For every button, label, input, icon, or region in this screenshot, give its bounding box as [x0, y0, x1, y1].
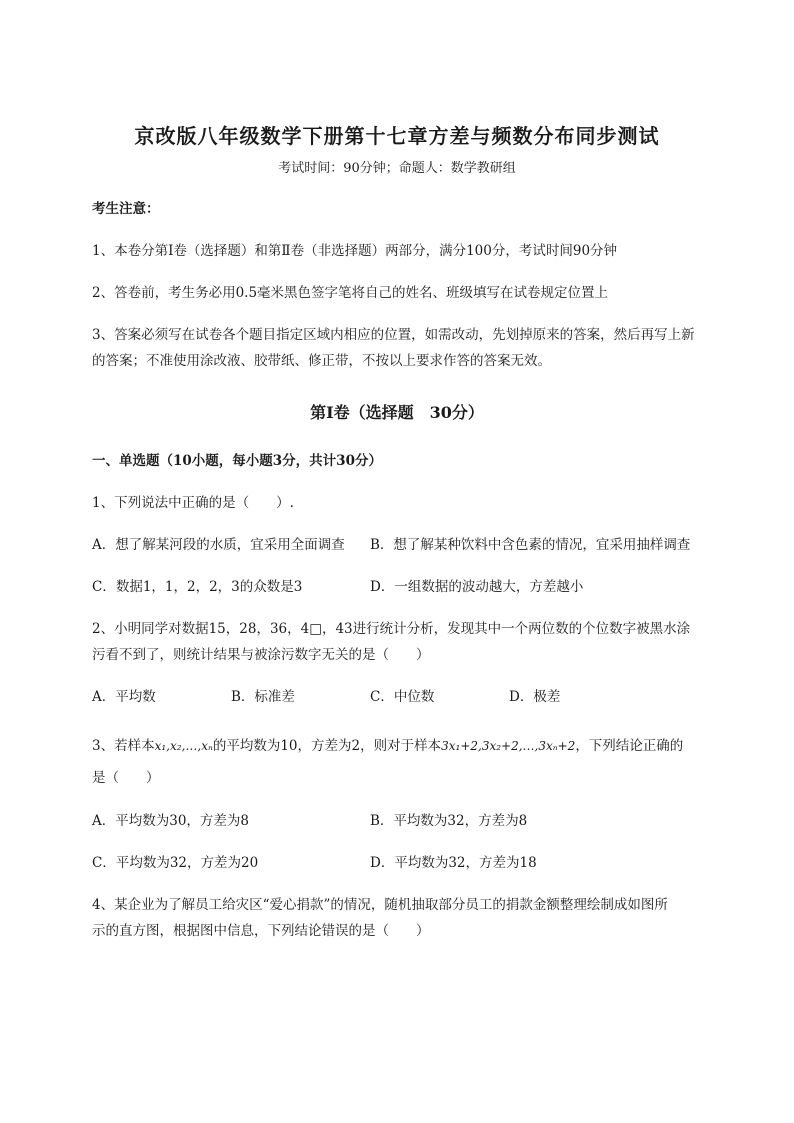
q4-stem-line1: 4、某企业为了解员工给灾区“爱心捐款”的情况，随机抽取部分员工的捐款金额整理绘制成如图所	[92, 897, 668, 913]
notice-item-1: 1、本卷分第I卷（选择题）和第Ⅱ卷（非选择题）两部分，满分100分，考试时间90分钟	[92, 243, 618, 259]
q2-option-c: C．中位数	[370, 689, 435, 705]
q2-stem-line2: 污看不到了，则统计结果与被涂污数字无关的是（ ）	[92, 647, 430, 663]
q3-sample-2: 3x₁+2,3x₂+2,…,3xₙ+2	[441, 739, 576, 753]
q1-stem: 1、下列说法中正确的是（ ）.	[92, 495, 294, 511]
exam-title: 京改版八年级数学下册第十七章方差与频数分布同步测试	[134, 124, 660, 148]
exam-subtitle: 考试时间：90分钟；命题人：数学教研组	[278, 161, 516, 176]
q3-option-a: A．平均数为30，方差为8	[92, 813, 250, 829]
q1-option-d: D．一组数据的波动越大，方差越小	[370, 579, 584, 595]
q3-option-d: D．平均数为32，方差为18	[370, 855, 537, 871]
q3-stem-pre: 3、若样本	[92, 738, 155, 754]
q1-option-a: A．想了解某河段的水质，宜采用全面调查	[92, 537, 345, 553]
q3-stem-post: ，下列结论正确的	[575, 738, 684, 754]
q3-option-c: C．平均数为32，方差为20	[92, 855, 259, 871]
q2-option-b: B．标准差	[231, 689, 295, 705]
q2-option-a: A．平均数	[92, 689, 156, 705]
q4-stem-line2: 示的直方图，根据图中信息，下列结论错误的是（ ）	[92, 923, 430, 939]
q3-sample-1: x₁,x₂,…,xₙ	[154, 739, 213, 753]
q3-stem-line1	[92, 736, 752, 756]
notice-item-3-cont: 的答案；不准使用涂改液、胶带纸、修正带，不按以上要求作答的答案无效。	[92, 353, 551, 369]
q2-stem-line1: 2、小明同学对数据15，28，36，4□，43进行统计分析，发现其中一个两位数的个位数字被黑水涂	[92, 621, 691, 637]
q3-stem-mid: 的平均数为10，方差为2，则对于样本	[212, 738, 442, 754]
notice-heading: 考生注意：	[92, 201, 160, 217]
q2-option-d: D．极差	[509, 689, 561, 705]
notice-item-2: 2、答卷前，考生务必用0.5毫米黑色签字笔将自己的姓名、班级填写在试卷规定位置上	[92, 285, 609, 301]
q3-stem-line2: 是（ ）	[92, 770, 160, 786]
notice-item-3: 3、答案必须写在试卷各个题目指定区域内相应的位置，如需改动，先划掉原来的答案，然后再写上新	[92, 327, 695, 343]
q1-option-c: C．数据1，1，2，2，3的众数是3	[92, 579, 303, 595]
q3-option-b: B．平均数为32，方差为8	[370, 813, 528, 829]
q1-option-b: B．想了解某种饮料中含色素的情况，宜采用抽样调查	[370, 537, 691, 553]
part-heading: 一、单选题（10小题，每小题3分，共计30分）	[92, 453, 382, 469]
section-title: 第I卷（选择题 30分）	[310, 403, 484, 422]
